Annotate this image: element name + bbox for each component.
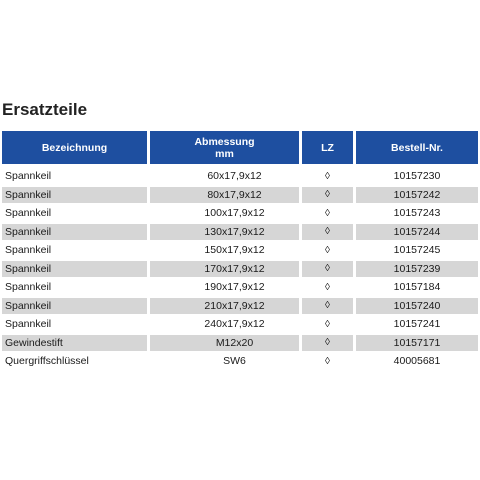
cell-abmessung: M12x20	[150, 333, 302, 352]
table-header-row	[2, 131, 478, 164]
cell-lz: ◊	[302, 333, 356, 352]
cell-lz: ◊	[302, 185, 356, 204]
cell-bezeichnung: Gewindestift	[2, 333, 150, 352]
cell-abmessung: 80x17,9x12	[150, 185, 302, 204]
table-row	[2, 164, 478, 185]
cell-lz: ◊	[302, 164, 356, 185]
cell-lz: ◊	[302, 203, 356, 222]
cell-bestell-nr: 10157242	[356, 185, 478, 204]
cell-bestell-nr: 40005681	[356, 351, 478, 370]
cell-bestell-nr: 10157243	[356, 203, 478, 222]
table-row	[2, 203, 478, 222]
table-row	[2, 222, 478, 241]
cell-bestell-nr: 10157184	[356, 277, 478, 296]
cell-abmessung: 240x17,9x12	[150, 314, 302, 333]
table-row	[2, 351, 478, 370]
cell-bezeichnung: Spannkeil	[2, 203, 150, 222]
table-row	[2, 259, 478, 278]
table-row	[2, 333, 478, 352]
cell-bestell-nr: 10157239	[356, 259, 478, 278]
cell-lz: ◊	[302, 296, 356, 315]
header-lz: LZ	[302, 131, 356, 164]
cell-bestell-nr: 10157240	[356, 296, 478, 315]
table-row	[2, 185, 478, 204]
table-row	[2, 314, 478, 333]
cell-bezeichnung: Spannkeil	[2, 277, 150, 296]
cell-lz: ◊	[302, 259, 356, 278]
cell-abmessung: 100x17,9x12	[150, 203, 302, 222]
cell-abmessung: 60x17,9x12	[150, 164, 302, 185]
cell-abmessung: 170x17,9x12	[150, 259, 302, 278]
cell-bestell-nr: 10157171	[356, 333, 478, 352]
table-row	[2, 296, 478, 315]
cell-lz: ◊	[302, 351, 356, 370]
header-abmessung-label: Abmessung	[194, 135, 255, 148]
table-row	[2, 277, 478, 296]
cell-abmessung: 130x17,9x12	[150, 222, 302, 241]
cell-bezeichnung: Spannkeil	[2, 314, 150, 333]
cell-lz: ◊	[302, 314, 356, 333]
cell-abmessung: 210x17,9x12	[150, 296, 302, 315]
cell-lz: ◊	[302, 277, 356, 296]
cell-abmessung: SW6	[150, 351, 302, 370]
section-title: Ersatzteile	[2, 100, 88, 119]
cell-bezeichnung: Spannkeil	[2, 240, 150, 259]
header-abmessung	[150, 131, 302, 164]
header-bestell-nr: Bestell-Nr.	[356, 131, 478, 164]
cell-abmessung: 190x17,9x12	[150, 277, 302, 296]
header-bezeichnung: Bezeichnung	[2, 131, 150, 164]
table-body	[2, 164, 478, 370]
cell-bestell-nr: 10157245	[356, 240, 478, 259]
cell-bezeichnung: Spannkeil	[2, 164, 150, 185]
cell-bezeichnung: Spannkeil	[2, 259, 150, 278]
cell-bestell-nr: 10157244	[356, 222, 478, 241]
spare-parts-table	[2, 131, 478, 370]
table-row	[2, 240, 478, 259]
header-abmessung-unit: mm	[215, 147, 234, 160]
cell-bezeichnung: Spannkeil	[2, 185, 150, 204]
cell-bezeichnung: Spannkeil	[2, 222, 150, 241]
cell-abmessung: 150x17,9x12	[150, 240, 302, 259]
cell-bestell-nr: 10157230	[356, 164, 478, 185]
cell-bezeichnung: Quergriffschlüssel	[2, 351, 150, 370]
cell-lz: ◊	[302, 222, 356, 241]
cell-bestell-nr: 10157241	[356, 314, 478, 333]
cell-bezeichnung: Spannkeil	[2, 296, 150, 315]
cell-lz: ◊	[302, 240, 356, 259]
